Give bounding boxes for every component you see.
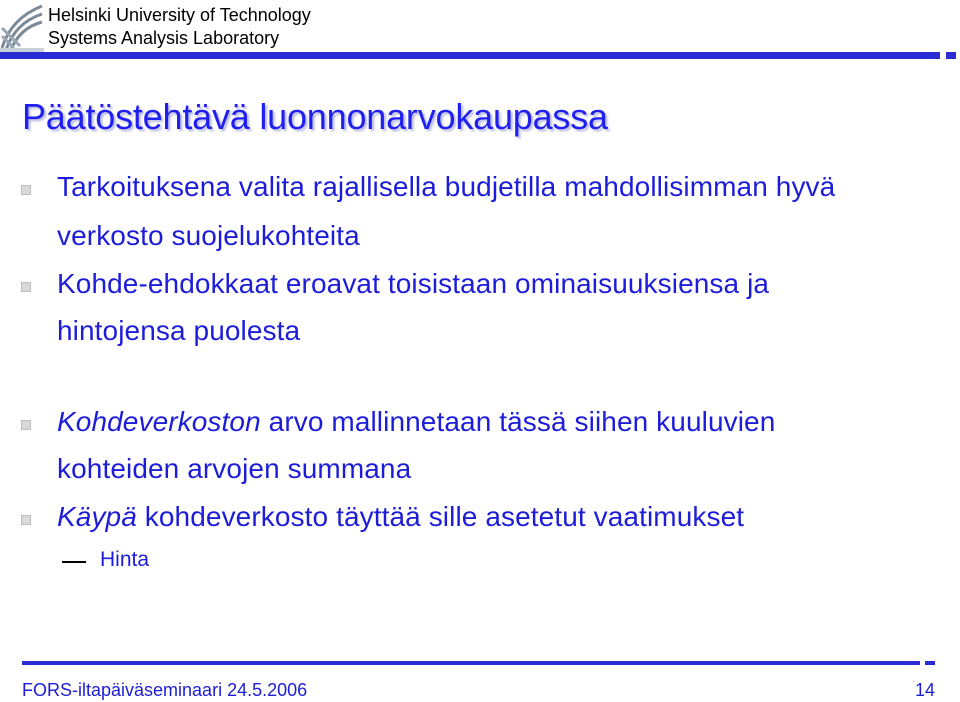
- university-name: Helsinki University of Technology: [48, 5, 311, 25]
- footer-divider: [22, 661, 920, 665]
- bullet-2-line-1: Kohde-ehdokkaat eroavat toisistaan ominaisuuksiensa ja: [57, 268, 770, 299]
- bullet-3-rest: arvo mallinnetaan tässä siihen kuuluvien: [260, 406, 776, 437]
- bullet-marker: [21, 420, 31, 430]
- footer-divider-cap: [925, 661, 935, 665]
- lab-name: Systems Analysis Laboratory: [48, 28, 280, 48]
- bullet-marker: [21, 282, 31, 292]
- bullet-4-line-1: [57, 501, 744, 533]
- bullet-marker: [21, 185, 31, 195]
- header-divider: [0, 52, 940, 59]
- bullet-3-italic-term: Kohdeverkoston: [57, 406, 261, 437]
- bullet-2-line-2: hintojensa puolesta: [57, 315, 301, 346]
- bullet-1-line-2: verkosto suojelukohteita: [57, 220, 360, 251]
- sub-bullet-dash: [62, 561, 86, 563]
- slide-title: Päätöstehtävä luonnonarvokaupassa: [22, 96, 608, 137]
- page-number: 14: [914, 680, 935, 700]
- bullet-1-line-1: Tarkoituksena valita rajallisella budjetilla mahdollisimman hyvä: [57, 171, 836, 202]
- bullet-marker: [21, 515, 31, 525]
- hut-logo-icon: [0, 0, 44, 52]
- footer-event: FORS-iltapäiväseminaari 24.5.2006: [22, 680, 308, 700]
- header-divider-cap: [946, 52, 956, 59]
- sub-bullet-text: Hinta: [100, 548, 150, 571]
- bullet-4-rest: kohdeverkosto täyttää sille asetetut vaatimukset: [136, 501, 745, 532]
- bullet-3-line-1: [57, 406, 775, 438]
- bullet-4-italic-term: Käypä: [57, 501, 137, 532]
- bullet-3-line-2: kohteiden arvojen summana: [57, 453, 412, 484]
